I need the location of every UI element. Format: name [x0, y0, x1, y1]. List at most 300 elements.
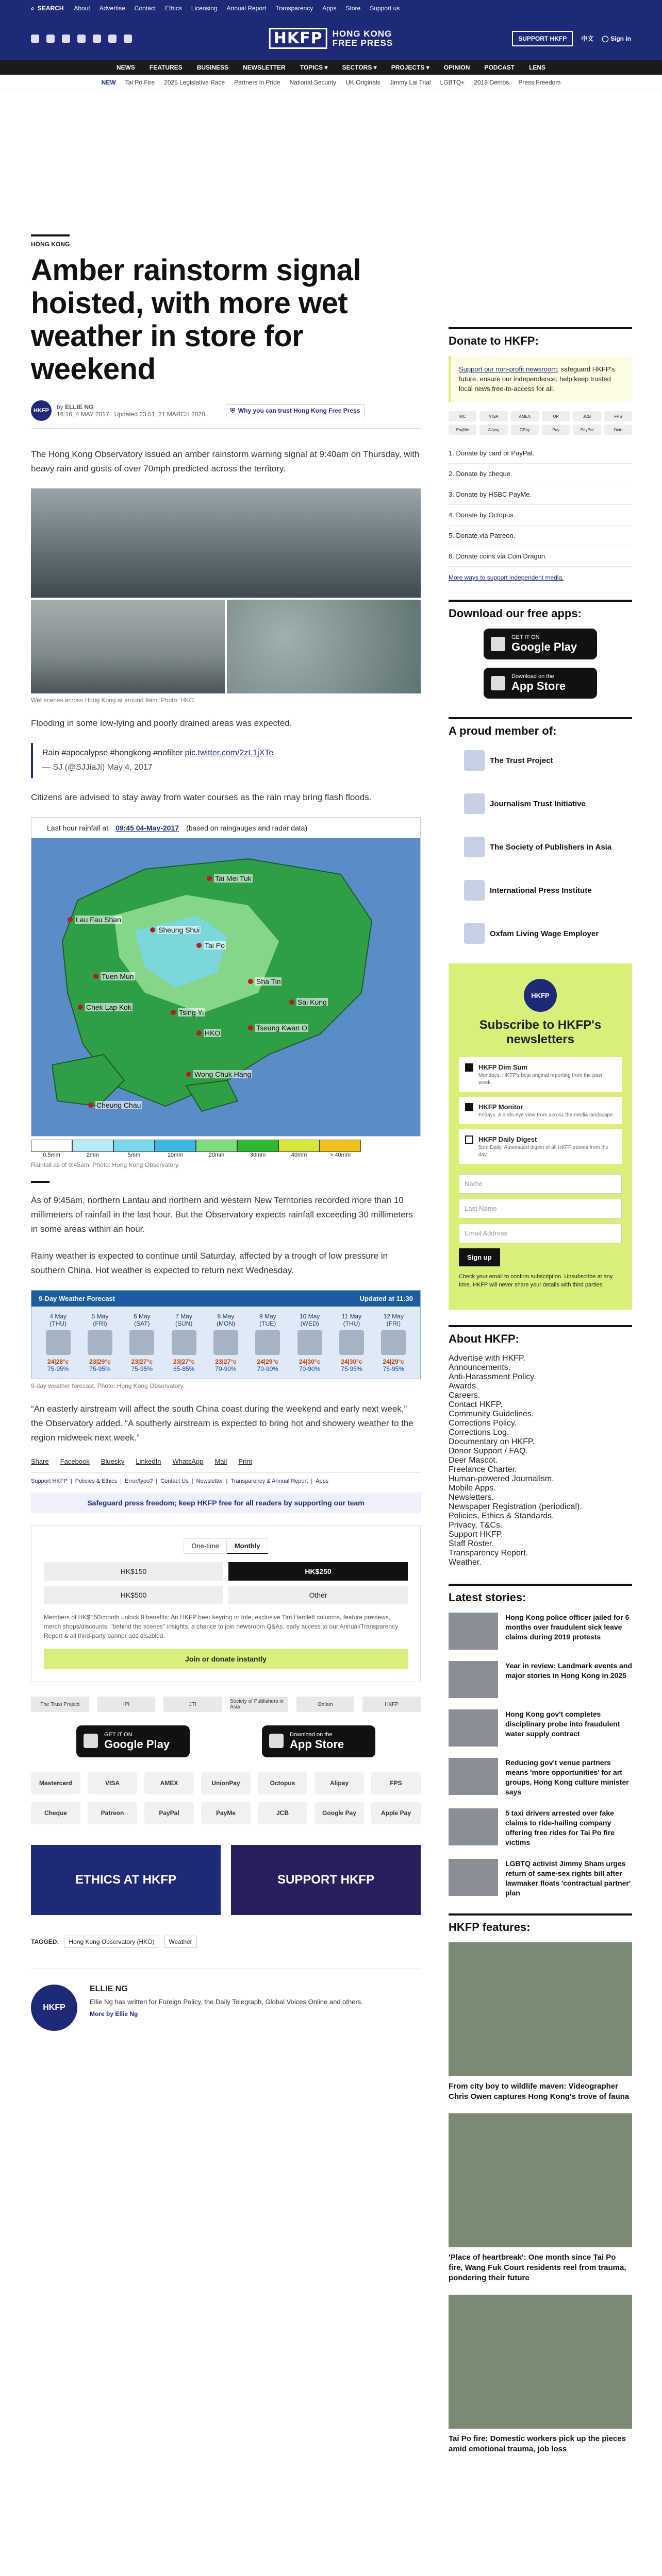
map-dot-icon: [196, 1030, 202, 1036]
legend-item: [278, 1140, 320, 1158]
forecast-humidity: 75-95%: [383, 1365, 404, 1372]
forecast-date: 5 May: [91, 1313, 109, 1320]
card-logo: FPS: [604, 411, 632, 421]
map-place-label: Lau Fau Shan: [76, 916, 121, 924]
forecast-temp: 23|29°c: [89, 1358, 111, 1365]
card-logo: PayPal: [573, 425, 601, 435]
rain-cloud-icon: [255, 1330, 280, 1355]
payment-logo: Octopus: [258, 1772, 307, 1794]
nav-item[interactable]: NEWSLETTER: [243, 64, 286, 71]
forecast-humidity: 75-95%: [341, 1365, 362, 1372]
payment-logo: Alipay: [315, 1772, 364, 1794]
latest-story[interactable]: [449, 1661, 632, 1698]
tab-monthly[interactable]: Monthly: [227, 1538, 268, 1554]
photo-caption: Wet scenes across Hong Kong at around 9am. Photo: HKO.: [31, 697, 196, 704]
nav-item[interactable]: LENS: [529, 64, 546, 71]
trending-bar: [0, 75, 662, 90]
search-icon: ⌕: [31, 4, 35, 12]
payment-methods: [31, 1772, 421, 1824]
about-link[interactable]: Privacy, T&Cs.: [449, 1521, 503, 1530]
forecast-day: [80, 1313, 119, 1372]
donate-step[interactable]: 5. Donate via Patreon.: [449, 526, 632, 546]
partner-logo[interactable]: JTI: [163, 1697, 222, 1712]
nav-item[interactable]: OPINION: [443, 64, 470, 71]
map-place: [207, 874, 253, 883]
more-ways-link[interactable]: More ways to support independent media.: [449, 574, 564, 581]
payment-logo: Patreon: [88, 1802, 137, 1824]
google-play-badge[interactable]: GET IT ON Google Play: [76, 1725, 190, 1757]
paragraph: Rainy weather is expected to continue until Saturday, affected by a trough of low pressure in southern China. Hot weather is expected to return next Wednesday.: [31, 1251, 388, 1275]
member-name: Journalism Trust Initiative: [490, 799, 586, 808]
email-input[interactable]: Email Address: [459, 1224, 622, 1243]
legend-item: [320, 1140, 361, 1158]
nav-item[interactable]: BUSINESS: [196, 64, 229, 71]
about-link[interactable]: Policies, Ethics & Standards.: [449, 1512, 554, 1520]
about-heading: About HKFP:: [449, 1325, 632, 1346]
checkbox[interactable]: [465, 1063, 473, 1072]
about-link[interactable]: Freelance Charter.: [449, 1465, 517, 1474]
about-link[interactable]: Community Guidelines.: [449, 1410, 534, 1418]
top-links: [74, 5, 400, 12]
forecast-dow: (FRI): [93, 1320, 107, 1327]
join-donate-button[interactable]: Join or donate instantly: [44, 1649, 408, 1669]
map-place: [186, 1070, 252, 1078]
author-avatar: HKFP: [31, 400, 52, 421]
brand-header: [0, 16, 662, 60]
map-place-label: Sheung Shui: [158, 926, 200, 934]
forecast-day: [123, 1313, 161, 1372]
separator: |: [120, 1478, 122, 1484]
forecast-date: 7 May: [175, 1313, 192, 1320]
map-place-label: Sai Kung: [297, 998, 327, 1006]
nav-item[interactable]: TOPICS ▾: [300, 64, 328, 71]
forecast-day: [249, 1313, 287, 1372]
top-link[interactable]: Transparency: [275, 5, 313, 12]
forecast-day: [164, 1313, 203, 1372]
latest-story[interactable]: [449, 1613, 632, 1650]
top-link[interactable]: About: [74, 5, 90, 12]
search-button[interactable]: ⌕ SEARCH: [31, 4, 64, 12]
nav-item[interactable]: PODCAST: [484, 64, 515, 71]
ethics-promo[interactable]: ETHICS AT HKFP: [31, 1845, 221, 1915]
top-link[interactable]: Support us: [370, 5, 400, 12]
about-link[interactable]: Contact HKFP.: [449, 1400, 503, 1409]
legend-label: 0.5mm: [43, 1152, 60, 1158]
weather-forecast: 9-Day Weather Forecast Updated at 11:30 4 May (THU) 24|28°c 75-95% 5 May (FRI) 23|29°c 75-95% 6 May (SAT) 23|27°c 75-95% 7 May (SUN) 23|27°c 65-85% 8 May (MON) 23|27°c 70-90% 9 May (TUE) 24|29°c 70-90% 10 May (WED) 24|30°c 70-90% 11 May (THU) 24|30°c 75-95% 12 May (FRI) 24|29°c 75-95%: [31, 1290, 421, 1379]
top-link[interactable]: Store: [345, 5, 361, 12]
newsletter-desc: Fridays: A birds-eye view from across the media landscape.: [478, 1112, 615, 1118]
story-thumbnail: [449, 1613, 498, 1650]
donate-heading: Donate to HKFP:: [449, 327, 632, 348]
instagram-icon[interactable]: [62, 35, 70, 43]
legend-swatch: [113, 1140, 155, 1152]
newsletter-option[interactable]: [459, 1129, 622, 1164]
payment-logo: VISA: [88, 1772, 137, 1794]
donate-step[interactable]: 4. Donate by Octopus.: [449, 505, 632, 526]
about-link[interactable]: Advertise with HKFP.: [449, 1354, 526, 1363]
article-footer-links: [31, 1472, 421, 1484]
share-link[interactable]: Mail: [214, 1458, 227, 1465]
nav-item[interactable]: NEWS: [116, 64, 135, 71]
map-place-label: Wong Chuk Hang: [194, 1070, 252, 1078]
tag-link[interactable]: Hong Kong Observatory (HKO): [64, 1936, 159, 1948]
partner-logo[interactable]: Oxfam: [296, 1697, 355, 1712]
shield-icon: ⛨: [230, 406, 235, 414]
card-logo: JCB: [573, 411, 601, 421]
share-link[interactable]: Share: [31, 1458, 49, 1465]
chinese-link[interactable]: 中文: [581, 35, 594, 42]
legend-item: [155, 1140, 196, 1158]
partner-logo[interactable]: Society of Publishers in Asia: [230, 1697, 288, 1712]
last-name-input[interactable]: Last Name: [459, 1199, 622, 1218]
map-place: [78, 1003, 133, 1011]
newsletter-option[interactable]: [459, 1097, 622, 1124]
feature-story[interactable]: [449, 2113, 632, 2283]
more-by-author-link[interactable]: More by Ellie Ng: [90, 2010, 138, 2018]
trending-item[interactable]: Tai Po Fire: [125, 78, 155, 86]
article-category[interactable]: HONG KONG: [31, 234, 70, 248]
trending-item[interactable]: National Security: [289, 78, 337, 86]
tweet-link[interactable]: pic.twitter.com/2zL1jXTe: [185, 749, 274, 757]
logo-line-1: HONG KONG: [332, 28, 392, 39]
youtube-icon[interactable]: [93, 35, 101, 43]
support-promo[interactable]: SUPPORT HKFP: [231, 1845, 421, 1915]
author-link[interactable]: ELLIE NG: [65, 403, 94, 411]
rainfall-map: Last hour rainfall at 09:45 04-May-2017 (based on raingauges and radar data) Tai Mei Tuk Lau Fau Shan Tai Po Sheung Shui Tuen Mun Sha Tin Sai Kung Chek Lap Kok Tsing Yi HKO Tseung Kwan O Wong Chuk Hang Cheung Chau: [31, 817, 421, 1137]
trending-item[interactable]: LGBTQ+: [440, 78, 465, 86]
card-logo: PayMe: [449, 425, 476, 435]
member-logo[interactable]: [449, 919, 632, 948]
map-place-label: Tuen Mun: [102, 972, 134, 980]
story-title: LGBTQ activist Jimmy Sham urges return of same-sex rights bill after lawmaker floats 'contractual partner' plan: [505, 1859, 631, 1897]
trending-item[interactable]: Jimmy Lai Trial: [389, 78, 431, 86]
author-box: [31, 1969, 421, 2031]
story-title: 5 taxi drivers arrested over fake claims to ride-hailing company offering free rides for Tai Po fire victims: [505, 1809, 615, 1846]
legend-label: > 40mm: [329, 1152, 351, 1158]
about-link[interactable]: Newsletters.: [449, 1493, 494, 1502]
map-dot-icon: [248, 1025, 253, 1030]
footer-link[interactable]: Policies & Ethics: [75, 1478, 118, 1484]
member-name: Oxfam Living Wage Employer: [490, 929, 599, 938]
x-icon[interactable]: [46, 35, 55, 43]
app-store-badge[interactable]: Download on the App Store: [262, 1725, 375, 1757]
newsletter-option-text: [478, 1063, 616, 1086]
membership-note: Members of HK$150/month unlock 8 benefits: An HKFP beer keyring or tote, exclusive Tim Hamlett columns, feature previews, merch shops/discounts, "behind the scenes" insights, a chance to join newsroom Q&As, early access to our Annual/Transparency Report & all third-party banner ads disabled.: [44, 1614, 399, 1639]
about-link[interactable]: Human-powered Journalism.: [449, 1475, 554, 1483]
photo-skyline: [31, 600, 225, 693]
member-logo[interactable]: [449, 833, 632, 861]
forecast-date: 9 May: [259, 1313, 276, 1320]
facebook-icon[interactable]: [31, 35, 39, 43]
top-link[interactable]: Annual Report: [226, 5, 267, 12]
separator: |: [191, 1478, 193, 1484]
story-thumbnail: [449, 1859, 498, 1896]
legend-item: [31, 1140, 72, 1158]
forecast-day: [206, 1313, 245, 1372]
forecast-date: 8 May: [217, 1313, 235, 1320]
newsletter-option-text: [478, 1136, 616, 1158]
top-link[interactable]: Apps: [322, 5, 337, 12]
map-place-label: HKO: [205, 1029, 221, 1037]
map-dot-icon: [171, 1010, 176, 1015]
card-logo: GPay: [511, 425, 539, 435]
donate-step[interactable]: 2. Donate by cheque.: [449, 464, 632, 484]
trending-item[interactable]: 2019 Demos: [474, 78, 509, 86]
author-bio: Ellie Ng has written for Foreign Policy, the Daily Telegraph, Global Voices Online and others.: [90, 1998, 363, 2006]
rain-cloud-icon: [172, 1330, 196, 1355]
legend-label: 10mm: [167, 1152, 184, 1158]
about-link[interactable]: Support HKFP.: [449, 1530, 503, 1539]
forecast-humidity: 70-90%: [299, 1365, 321, 1372]
trending-item[interactable]: UK Originals: [345, 78, 380, 86]
amount-option[interactable]: HK$150: [44, 1562, 223, 1581]
map-place-label: Cheung Chau: [96, 1101, 141, 1109]
member-logo[interactable]: [449, 746, 632, 775]
donation-widget: [31, 1526, 421, 1682]
about-link[interactable]: Staff Roster.: [449, 1539, 494, 1548]
newsletter-option-text: [478, 1103, 614, 1118]
forecast-dow: (TUE): [259, 1320, 276, 1327]
latest-story[interactable]: [449, 1709, 632, 1747]
donate-step[interactable]: 6. Donate coins via Coin Dragon.: [449, 546, 632, 567]
member-logo[interactable]: [449, 789, 632, 818]
apple-icon: [491, 676, 505, 690]
about-link[interactable]: Careers.: [449, 1391, 481, 1400]
google-play-badge[interactable]: GET IT ON Google Play: [484, 629, 597, 659]
latest-story[interactable]: [449, 1758, 632, 1797]
about-link[interactable]: Anti-Harassment Policy.: [449, 1372, 536, 1381]
apple-icon: [269, 1734, 284, 1748]
share-link[interactable]: WhatsApp: [172, 1458, 204, 1465]
article-title: Amber rainstorm signal hoisted, with more wet weather in store for weekend: [31, 253, 361, 386]
legend-item: [196, 1140, 237, 1158]
tab-one-time[interactable]: One-time: [184, 1538, 226, 1554]
checkbox[interactable]: [465, 1136, 473, 1144]
payment-logo: Mastercard: [31, 1772, 80, 1794]
amount-option-other[interactable]: Other: [228, 1586, 408, 1604]
forecast-date: 11 May: [341, 1313, 362, 1320]
about-link[interactable]: Newspaper Registration (periodical).: [449, 1502, 582, 1511]
map-dot-icon: [186, 1072, 191, 1077]
rain-cloud-icon: [339, 1330, 364, 1355]
app-store-badge[interactable]: Download on the App Store: [484, 668, 597, 699]
paragraph: Flooding in some low-lying and poorly drained areas was expected.: [31, 718, 292, 728]
map-place-label: Tsing Yi: [179, 1008, 204, 1016]
share-link[interactable]: Bluesky: [101, 1458, 125, 1465]
member-logo-icon: [464, 837, 485, 857]
story-thumbnail: [449, 1709, 498, 1747]
footer-link[interactable]: Apps: [316, 1478, 329, 1484]
donate-link[interactable]: Support our non-profit newsroom: [459, 365, 557, 373]
about-list: [449, 1354, 632, 1567]
about-link[interactable]: Transparency Report.: [449, 1549, 528, 1557]
whatsapp-icon[interactable]: [124, 35, 132, 43]
nav-item[interactable]: SECTORS ▾: [342, 64, 377, 71]
about-link[interactable]: Documentary on HKFP.: [449, 1437, 535, 1446]
footer-link[interactable]: Newsletter: [196, 1478, 223, 1484]
payment-logo: Cheque: [31, 1802, 80, 1824]
map-dot-icon: [150, 927, 155, 933]
card-logo: Pay: [542, 425, 570, 435]
legend-swatch: [320, 1140, 361, 1152]
top-link[interactable]: Advertise: [99, 5, 125, 12]
about-link[interactable]: Deer Mascot.: [449, 1456, 498, 1465]
separator: |: [311, 1478, 313, 1484]
legend-item: [237, 1140, 278, 1158]
member-heading: A proud member of:: [449, 717, 632, 738]
about-link[interactable]: Awards.: [449, 1382, 478, 1391]
rain-cloud-icon: [129, 1330, 154, 1355]
forecast-dow: (WED): [300, 1320, 319, 1327]
trending-item[interactable]: Press Freedom: [518, 78, 561, 86]
share-link[interactable]: LinkedIn: [136, 1458, 161, 1465]
partner-logo[interactable]: The Trust Project: [31, 1697, 89, 1712]
threads-icon[interactable]: [77, 35, 86, 43]
checkbox[interactable]: [465, 1103, 473, 1111]
map-place: [196, 941, 226, 950]
separator: |: [156, 1478, 158, 1484]
map-place-label: Tai Mei Tuk: [215, 874, 252, 883]
sign-up-button[interactable]: Sign up: [459, 1248, 500, 1266]
support-banner[interactable]: Safeguard press freedom; keep HKFP free for all readers by supporting our team: [31, 1493, 421, 1513]
photo-raindrops: [227, 600, 421, 693]
legend-label: 20mm: [208, 1152, 225, 1158]
card-logo: UP: [542, 411, 570, 421]
footer-link[interactable]: Transparency & Annual Report: [230, 1478, 308, 1484]
map-place-label: Sha Tin: [256, 977, 281, 986]
member-name: International Press Institute: [490, 886, 592, 895]
tag-link[interactable]: Weather: [164, 1936, 197, 1948]
member-name: The Trust Project: [490, 756, 553, 765]
forecast-date: 4 May: [49, 1313, 67, 1320]
about-link[interactable]: Announcements.: [449, 1363, 511, 1372]
map-place-label: Tseung Kwan O: [256, 1024, 307, 1032]
footer-link[interactable]: Contact Us: [160, 1478, 189, 1484]
trending-item[interactable]: Partners in Pride: [234, 78, 280, 86]
map-dot-icon: [93, 974, 98, 979]
publish-date: 16:16, 4 MAY 2017: [57, 411, 109, 418]
forecast-day: [39, 1313, 77, 1372]
nav-item[interactable]: PROJECTS ▾: [391, 64, 429, 71]
payment-cards: [449, 411, 632, 435]
donate-step[interactable]: 3. Donate by HSBC PayMe.: [449, 484, 632, 505]
feature-story[interactable]: [449, 1942, 632, 2102]
story-thumbnail: [449, 1808, 498, 1845]
site-logo[interactable]: HKFP HONG KONG FREE PRESS: [269, 28, 393, 49]
share-link[interactable]: Facebook: [60, 1458, 90, 1465]
nav-item[interactable]: FEATURES: [149, 64, 183, 71]
payment-logo: Google Pay: [315, 1802, 364, 1824]
forecast-humidity: 70-90%: [215, 1365, 237, 1372]
forecast-dow: (SAT): [134, 1320, 150, 1327]
trust-link[interactable]: ⛨ Why you can trust Hong Kong Free Press: [226, 404, 365, 417]
forecast-date: 12 May: [383, 1313, 404, 1320]
amount-option-selected[interactable]: HK$250: [228, 1562, 408, 1581]
amount-option[interactable]: HK$500: [44, 1586, 223, 1604]
about-link[interactable]: Donor Support / FAQ.: [449, 1447, 528, 1455]
trending-item[interactable]: 2025 Legislative Race: [164, 78, 225, 86]
latest-story[interactable]: [449, 1859, 632, 1898]
newsletter-title: Subscribe to HKFP's newsletters: [479, 1018, 602, 1046]
feature-image: [449, 2295, 632, 2429]
feature-stories: [449, 1942, 632, 2454]
about-link[interactable]: Mobile Apps.: [449, 1484, 496, 1493]
donate-step[interactable]: 1. Donate by card or PayPal.: [449, 443, 632, 464]
latest-stories: [449, 1613, 632, 1898]
payment-logo: UnionPay: [201, 1772, 251, 1794]
updated-date: Updated 23:51, 21 MARCH 2020: [114, 411, 205, 418]
top-link[interactable]: Ethics: [165, 5, 182, 12]
photo-collage: [31, 488, 421, 693]
partner-logo[interactable]: IPI: [97, 1697, 156, 1712]
top-link[interactable]: Licensing: [191, 5, 218, 12]
forecast-humidity: 75-95%: [131, 1365, 153, 1372]
legend-swatch: [278, 1140, 320, 1152]
google-play-icon: [84, 1734, 98, 1748]
story-title: Reducing gov't venue partners means 'more opportunities' for art groups, Hong Kong culture minister says: [505, 1758, 629, 1796]
map-place: [171, 1008, 205, 1016]
story-thumbnail: [449, 1661, 498, 1698]
map-dot-icon: [78, 1005, 83, 1010]
share-link[interactable]: Print: [238, 1458, 253, 1465]
payment-logo: JCB: [258, 1802, 307, 1824]
newsletter-option[interactable]: [459, 1057, 622, 1092]
author-name[interactable]: ELLIE NG: [90, 1985, 128, 1993]
legend-swatch: [196, 1140, 237, 1152]
map-place: [150, 926, 201, 934]
top-utility-bar: [0, 0, 662, 16]
top-link[interactable]: Contact: [134, 5, 156, 12]
legend-label: 40mm: [291, 1152, 307, 1158]
forecast-dow: (THU): [343, 1320, 360, 1327]
feature-title: Tai Po fire: Domestic workers pick up the pieces amid emotional trauma, job loss: [449, 2434, 626, 2453]
forecast-dow: (MON): [216, 1320, 235, 1327]
forecast-temp: 24|30°c: [341, 1358, 362, 1365]
map-place: [88, 1101, 142, 1109]
rain-cloud-icon: [46, 1330, 71, 1355]
forecast-temp: 24|29°c: [383, 1358, 405, 1365]
separator: |: [70, 1478, 72, 1484]
forecast-temp: 23|27°c: [173, 1358, 195, 1365]
map-dot-icon: [289, 999, 294, 1005]
paragraph: As of 9:45am, northern Lantau and northern and western New Territories recorded more than 10 millimeters of rainfall in the last hour. But the Observatory expects rainfall exceeding 30 millimeters in some areas within an hour.: [31, 1195, 413, 1234]
new-label: NEW: [101, 78, 116, 86]
partner-logo[interactable]: HKFP: [362, 1697, 421, 1712]
feature-story[interactable]: [449, 2295, 632, 2454]
about-link[interactable]: Corrections Policy.: [449, 1419, 517, 1428]
hkfp-logo: HKFP: [524, 979, 557, 1012]
main-nav: [0, 60, 662, 75]
footer-link[interactable]: Error/typo?: [124, 1478, 153, 1484]
author-avatar: HKFP: [31, 1985, 77, 2031]
member-logo[interactable]: [449, 876, 632, 905]
about-link[interactable]: Weather.: [449, 1558, 482, 1567]
payment-logo: AMEX: [144, 1772, 194, 1794]
rain-cloud-icon: [297, 1330, 322, 1355]
name-input[interactable]: Name: [459, 1174, 622, 1194]
forecast-temp: 24|30°c: [299, 1358, 321, 1365]
telegram-icon[interactable]: [108, 35, 117, 43]
latest-story[interactable]: [449, 1808, 632, 1848]
footer-link[interactable]: Support HKFP: [31, 1478, 68, 1484]
story-title: Year in review: Landmark events and major stories in Hong Kong in 2025: [505, 1662, 632, 1680]
newsletter-name: HKFP Monitor: [478, 1103, 523, 1111]
payment-logo: PayPal: [144, 1802, 194, 1824]
sign-in-link[interactable]: ◯ Sign in: [602, 35, 631, 42]
google-play-icon: [491, 637, 505, 651]
about-link[interactable]: Corrections Log.: [449, 1428, 509, 1437]
support-hkfp-button[interactable]: SUPPORT HKFP: [512, 31, 573, 46]
